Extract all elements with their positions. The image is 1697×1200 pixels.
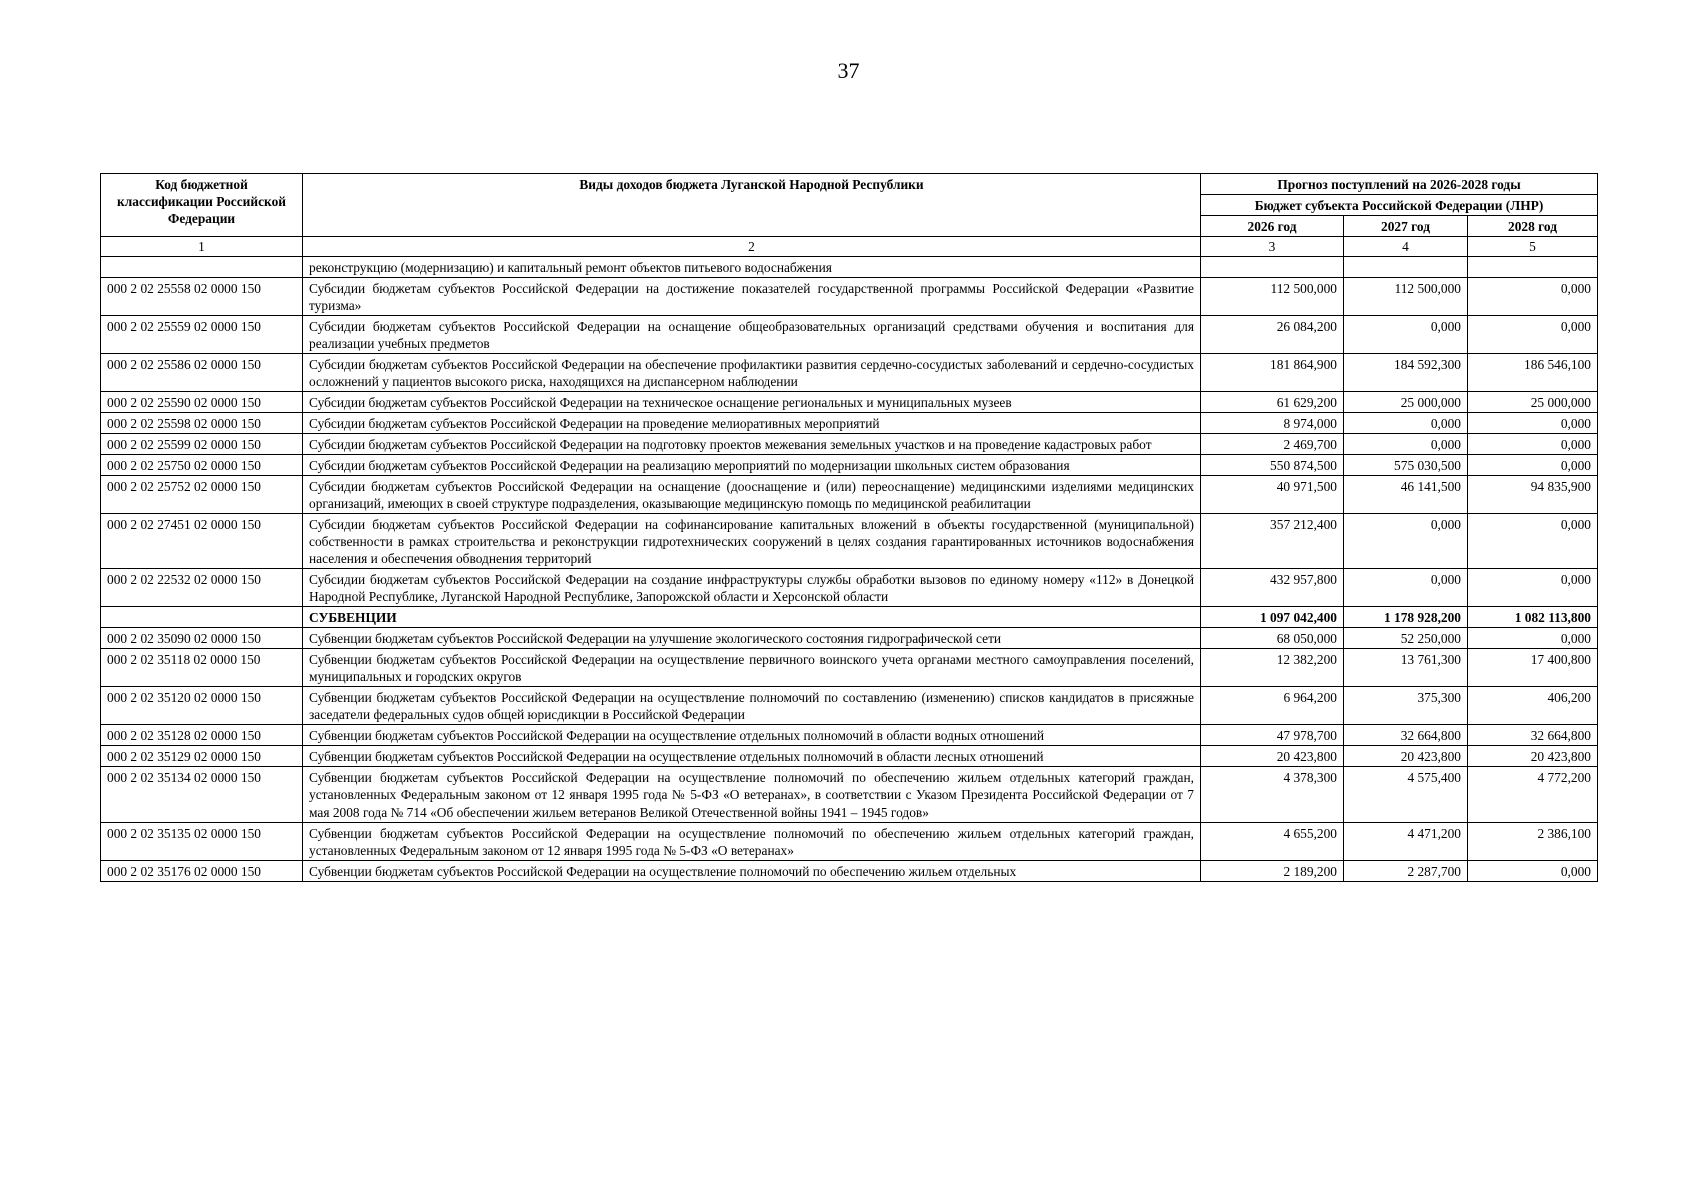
column-index: 1 (101, 237, 303, 257)
description-cell: СУБВЕНЦИИ (303, 607, 1201, 628)
header-code: Код бюджетной классификации Российской Федерации (101, 174, 303, 237)
table-row (101, 687, 1598, 725)
code-cell: 000 2 02 35128 02 0000 150 (101, 725, 303, 746)
table-row (101, 413, 1598, 434)
value-2028-cell: 0,000 (1468, 514, 1598, 569)
revenue-table (100, 173, 1598, 882)
description-cell: Субвенции бюджетам субъектов Российской Федерации на осуществление полномочий по обеспечению жильем отдельных (303, 860, 1201, 881)
code-cell: 000 2 02 35135 02 0000 150 (101, 822, 303, 860)
value-2026-cell: 112 500,000 (1201, 278, 1344, 316)
description-cell: Субсидии бюджетам субъектов Российской Федерации на проведение мелиоративных мероприятий (303, 413, 1201, 434)
value-2027-cell: 112 500,000 (1344, 278, 1468, 316)
value-2027-cell: 0,000 (1344, 316, 1468, 354)
description-cell: Субвенции бюджетам субъектов Российской Федерации на улучшение экологического состояния гидрографической сети (303, 628, 1201, 649)
table-body (101, 257, 1598, 882)
value-2026-cell: 4 378,300 (1201, 767, 1344, 822)
value-2026-cell: 1 097 042,400 (1201, 607, 1344, 628)
description-cell: Субсидии бюджетам субъектов Российской Федерации на техническое оснащение региональных и муниципальных музеев (303, 392, 1201, 413)
value-2028-cell (1468, 257, 1598, 278)
code-cell: 000 2 02 25598 02 0000 150 (101, 413, 303, 434)
code-cell: 000 2 02 35118 02 0000 150 (101, 649, 303, 687)
column-index-row (101, 237, 1598, 257)
description-cell: Субсидии бюджетам субъектов Российской Федерации на создание инфраструктуры службы обработки вызовов по единому номеру «112» в Донецкой Народной Республике, Луганской Народной Республике, Запорожской области и Херсонской области (303, 569, 1201, 607)
table-row (101, 455, 1598, 476)
description-cell: Субсидии бюджетам субъектов Российской Федерации на оснащение (дооснащение и (или) переоснащение) медицинскими изделиями медицинских организаций, имеющих в своей структуре подразделения, оказывающие медицинскую помощь по медицинской реабилитации (303, 476, 1201, 514)
description-cell: Субвенции бюджетам субъектов Российской Федерации на осуществление полномочий по обеспечению жильем отдельных категорий граждан, установленных Федеральным законом от 12 января 1995 года № 5-ФЗ «О ветеранах», в соответствии с Указом Президента Российской Федерации от 7 мая 2008 года № 714 «Об обеспечении жильем ветеранов Великой Отечественной войны 1941 – 1945 годов» (303, 767, 1201, 822)
code-cell: 000 2 02 25750 02 0000 150 (101, 455, 303, 476)
value-2026-cell: 2 189,200 (1201, 860, 1344, 881)
description-cell: Субсидии бюджетам субъектов Российской Федерации на подготовку проектов межевания земельных участков и на проведение кадастровых работ (303, 434, 1201, 455)
table-header (101, 174, 1598, 257)
value-2028-cell: 0,000 (1468, 628, 1598, 649)
code-cell: 000 2 02 35129 02 0000 150 (101, 746, 303, 767)
value-2027-cell: 13 761,300 (1344, 649, 1468, 687)
table-row (101, 354, 1598, 392)
value-2027-cell: 1 178 928,200 (1344, 607, 1468, 628)
table-row (101, 628, 1598, 649)
value-2026-cell: 181 864,900 (1201, 354, 1344, 392)
value-2026-cell: 357 212,400 (1201, 514, 1344, 569)
value-2028-cell: 0,000 (1468, 413, 1598, 434)
value-2027-cell: 20 423,800 (1344, 746, 1468, 767)
table-row (101, 822, 1598, 860)
value-2027-cell: 184 592,300 (1344, 354, 1468, 392)
value-2028-cell: 94 835,900 (1468, 476, 1598, 514)
code-cell: 000 2 02 35134 02 0000 150 (101, 767, 303, 822)
value-2027-cell: 0,000 (1344, 514, 1468, 569)
value-2028-cell: 4 772,200 (1468, 767, 1598, 822)
section-row (101, 607, 1598, 628)
value-2028-cell: 0,000 (1468, 860, 1598, 881)
value-2027-cell: 375,300 (1344, 687, 1468, 725)
description-cell: Субсидии бюджетам субъектов Российской Федерации на реализацию мероприятий по модернизации школьных систем образования (303, 455, 1201, 476)
header-forecast: Прогноз поступлений на 2026-2028 годы (1201, 174, 1598, 195)
value-2027-cell: 52 250,000 (1344, 628, 1468, 649)
table-row (101, 569, 1598, 607)
column-index: 4 (1344, 237, 1468, 257)
value-2026-cell: 6 964,200 (1201, 687, 1344, 725)
code-cell: 000 2 02 25558 02 0000 150 (101, 278, 303, 316)
value-2026-cell: 550 874,500 (1201, 455, 1344, 476)
header-budget: Бюджет субъекта Российской Федерации (ЛНР) (1201, 195, 1598, 216)
column-index: 2 (303, 237, 1201, 257)
table-row (101, 860, 1598, 881)
value-2027-cell: 32 664,800 (1344, 725, 1468, 746)
column-index: 5 (1468, 237, 1598, 257)
value-2026-cell: 61 629,200 (1201, 392, 1344, 413)
value-2028-cell: 2 386,100 (1468, 822, 1598, 860)
value-2028-cell: 0,000 (1468, 569, 1598, 607)
value-2028-cell: 186 546,100 (1468, 354, 1598, 392)
code-cell: 000 2 02 22532 02 0000 150 (101, 569, 303, 607)
description-cell: Субвенции бюджетам субъектов Российской Федерации на осуществление отдельных полномочий в области лесных отношений (303, 746, 1201, 767)
table-row (101, 514, 1598, 569)
value-2027-cell: 4 471,200 (1344, 822, 1468, 860)
page-number: 37 (837, 58, 860, 83)
table-row (101, 278, 1598, 316)
header-year-2027: 2027 год (1344, 216, 1468, 237)
value-2027-cell: 2 287,700 (1344, 860, 1468, 881)
value-2027-cell: 0,000 (1344, 413, 1468, 434)
table-row (101, 649, 1598, 687)
description-cell: Субсидии бюджетам субъектов Российской Федерации на оснащение общеобразовательных организаций средствами обучения и воспитания для реализации учебных предметов (303, 316, 1201, 354)
code-cell (101, 257, 303, 278)
description-cell: Субсидии бюджетам субъектов Российской Федерации на софинансирование капитальных вложений в объекты государственной (муниципальной) собственности в рамках строительства и реконструкции гидротехнических сооружений в целях создания гарантированных источников водоснабжения населения и обеспечения обводнения территорий (303, 514, 1201, 569)
code-cell: 000 2 02 35120 02 0000 150 (101, 687, 303, 725)
code-cell: 000 2 02 35176 02 0000 150 (101, 860, 303, 881)
value-2028-cell: 17 400,800 (1468, 649, 1598, 687)
value-2026-cell: 68 050,000 (1201, 628, 1344, 649)
code-cell: 000 2 02 35090 02 0000 150 (101, 628, 303, 649)
value-2028-cell: 0,000 (1468, 455, 1598, 476)
description-cell: реконструкцию (модернизацию) и капитальный ремонт объектов питьевого водоснабжения (303, 257, 1201, 278)
value-2026-cell: 40 971,500 (1201, 476, 1344, 514)
value-2026-cell: 4 655,200 (1201, 822, 1344, 860)
description-cell: Субвенции бюджетам субъектов Российской Федерации на осуществление отдельных полномочий в области водных отношений (303, 725, 1201, 746)
value-2028-cell: 25 000,000 (1468, 392, 1598, 413)
description-cell: Субсидии бюджетам субъектов Российской Федерации на достижение показателей государственной программы Российской Федерации «Развитие туризма» (303, 278, 1201, 316)
code-cell: 000 2 02 27451 02 0000 150 (101, 514, 303, 569)
description-cell: Субвенции бюджетам субъектов Российской Федерации на осуществление первичного воинского учета органами местного самоуправления поселений, муниципальных и городских округов (303, 649, 1201, 687)
value-2028-cell: 406,200 (1468, 687, 1598, 725)
table-row (101, 476, 1598, 514)
value-2027-cell (1344, 257, 1468, 278)
header-year-2026: 2026 год (1201, 216, 1344, 237)
value-2028-cell: 0,000 (1468, 278, 1598, 316)
table-row (101, 746, 1598, 767)
value-2027-cell: 0,000 (1344, 569, 1468, 607)
value-2026-cell: 26 084,200 (1201, 316, 1344, 354)
table-row (101, 316, 1598, 354)
value-2027-cell: 4 575,400 (1344, 767, 1468, 822)
value-2026-cell: 20 423,800 (1201, 746, 1344, 767)
value-2026-cell: 47 978,700 (1201, 725, 1344, 746)
value-2028-cell: 32 664,800 (1468, 725, 1598, 746)
code-cell: 000 2 02 25599 02 0000 150 (101, 434, 303, 455)
header-year-2028: 2028 год (1468, 216, 1598, 237)
value-2027-cell: 25 000,000 (1344, 392, 1468, 413)
code-cell: 000 2 02 25752 02 0000 150 (101, 476, 303, 514)
value-2028-cell: 20 423,800 (1468, 746, 1598, 767)
value-2027-cell: 0,000 (1344, 434, 1468, 455)
description-cell: Субсидии бюджетам субъектов Российской Федерации на обеспечение профилактики развития сердечно-сосудистых заболеваний и сердечно-сосудистых осложнений у пациентов высокого риска, находящихся на диспансерном наблюдении (303, 354, 1201, 392)
code-cell: 000 2 02 25559 02 0000 150 (101, 316, 303, 354)
table-row (101, 725, 1598, 746)
code-cell (101, 607, 303, 628)
table-row (101, 257, 1598, 278)
code-cell: 000 2 02 25590 02 0000 150 (101, 392, 303, 413)
table-row (101, 392, 1598, 413)
value-2026-cell (1201, 257, 1344, 278)
code-cell: 000 2 02 25586 02 0000 150 (101, 354, 303, 392)
value-2027-cell: 575 030,500 (1344, 455, 1468, 476)
value-2028-cell: 1 082 113,800 (1468, 607, 1598, 628)
table-row (101, 767, 1598, 822)
value-2026-cell: 12 382,200 (1201, 649, 1344, 687)
value-2028-cell: 0,000 (1468, 316, 1598, 354)
value-2027-cell: 46 141,500 (1344, 476, 1468, 514)
value-2026-cell: 432 957,800 (1201, 569, 1344, 607)
header-kind: Виды доходов бюджета Луганской Народной Республики (303, 174, 1201, 237)
column-index: 3 (1201, 237, 1344, 257)
description-cell: Субвенции бюджетам субъектов Российской Федерации на осуществление полномочий по составлению (изменению) списков кандидатов в присяжные заседатели федеральных судов общей юрисдикции в Российской Федерации (303, 687, 1201, 725)
description-cell: Субвенции бюджетам субъектов Российской Федерации на осуществление полномочий по обеспечению жильем отдельных категорий граждан, установленных Федеральным законом от 12 января 1995 года № 5-ФЗ «О ветеранах» (303, 822, 1201, 860)
value-2026-cell: 8 974,000 (1201, 413, 1344, 434)
table-row (101, 434, 1598, 455)
value-2026-cell: 2 469,700 (1201, 434, 1344, 455)
value-2028-cell: 0,000 (1468, 434, 1598, 455)
